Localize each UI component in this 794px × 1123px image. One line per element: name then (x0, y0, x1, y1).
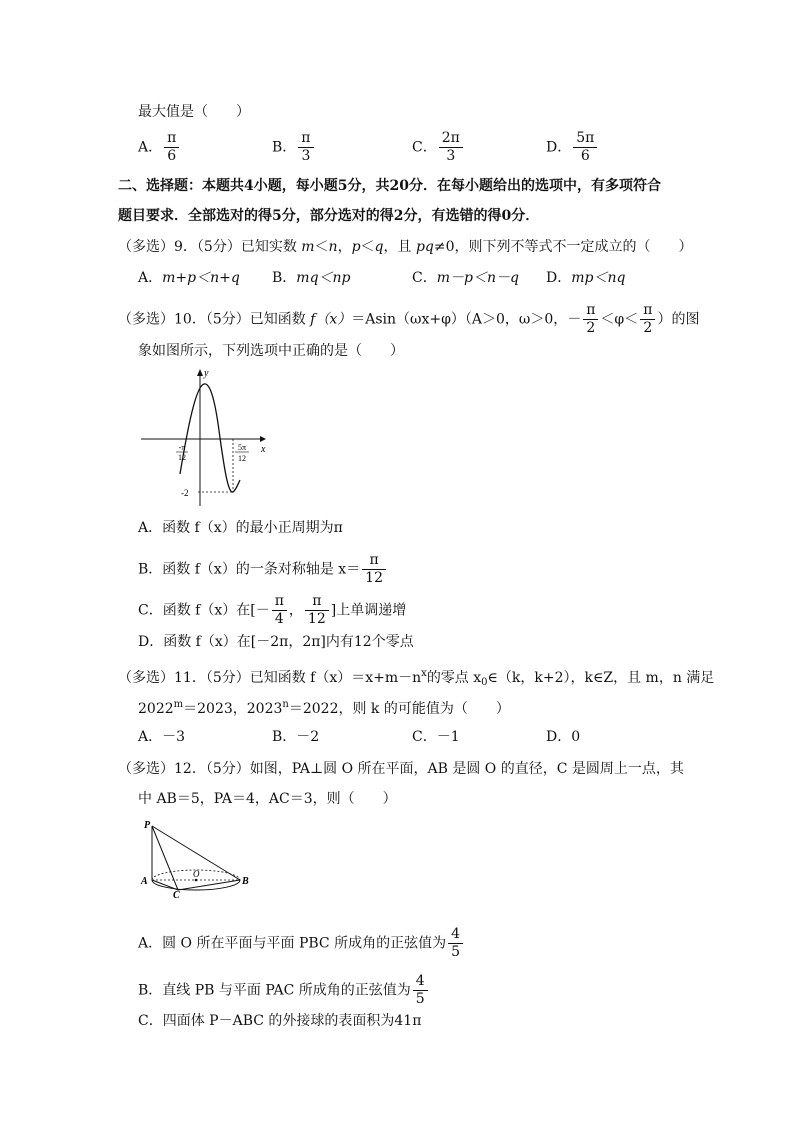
q12-cone-figure (138, 818, 253, 898)
segment-pc (152, 826, 178, 890)
q10-option-d: D．函数 f（x）在[－2π，2π]内有12个零点 (138, 634, 414, 650)
q9-option-c: C．m－p＜n－q (412, 270, 519, 286)
label-c: C (173, 890, 180, 898)
q11-option-b: B．－2 (272, 729, 320, 745)
q10-option-b: B．函数 f（x）的一条对称轴是 x＝ $\frac{\pi}{12}$ (138, 552, 388, 587)
q11-option-a: A．－3 (138, 729, 186, 745)
section2-heading-line1: 二、选择题：本题共4小题，每小题5分，共20分．在每小题给出的选项中，有多项符合 (118, 178, 661, 194)
label-a: A (141, 876, 148, 887)
q8-stem-tail: 最大值是（ ） (138, 104, 250, 120)
q10-stem-line1: （多选）10．（5分）已知函数 f（x）＝Asin（ωx+φ）（A＞0，ω＞0，－ $\frac{\pi}{2}$ ＜φ＜ $\frac{\pi}{2}$ ）的图 (118, 302, 700, 336)
x-axis-arrow (260, 436, 266, 442)
q9-option-a: A．m+p＜n+q (138, 270, 240, 286)
label-b: B (242, 876, 249, 887)
q12-stem-line2: 中 AB＝5，PA＝4，AC＝3，则（ ） (138, 791, 397, 807)
label-p: P (144, 820, 151, 831)
q11-option-c: C．－1 (412, 729, 460, 745)
q9-option-b: B．mq＜np (272, 270, 351, 286)
x-axis-label: x (261, 444, 266, 455)
q12-option-b: B．直线 PB 与平面 PAC 所成角的正弦值为 $\frac{4}{5}$ (138, 973, 430, 1008)
q10-sine-graph (138, 366, 273, 511)
q11-stem-line1: （多选）11．（5分）已知函数 $f(x)=x+m-n^x$的零点 $x_0\in(k$，k+2），k∈Z，且 m，n 满足 (118, 668, 715, 688)
min-value-label: -2 (181, 488, 189, 498)
q8-option-a: A． $\frac{\pi}{6}$ (138, 130, 181, 165)
q8-option-d: D． $\frac{5\pi}{6}$ (546, 130, 599, 165)
center-point-o (195, 879, 198, 882)
q10-option-a: A．函数 f（x）的最小正周期为π (138, 520, 343, 536)
q12-stem-line1: （多选）12．（5分）如图，PA⊥圆 O 所在平面，AB 是圆 O 的直径，C 是圆周上一点，其 (118, 761, 684, 777)
q10-option-c: C．函数 f（x）在[－ $\frac{\pi}{4}$ ， $\frac{\pi}{12}$ ]上单调递增 (138, 593, 407, 627)
q12-option-a: A．圆 O 所在平面与平面 PBC 所成角的正弦值为 $\frac{4}{5}$ (138, 926, 465, 961)
q12-option-c: C．四面体 P－ABC 的外接球的表面积为41π (138, 1013, 422, 1029)
left-zero-num: -π (178, 443, 186, 452)
q9-stem: （多选）9．（5分）已知实数 m＜n，p＜q，且 pq≠0，则下列不等式不一定成立的（ ） (118, 239, 693, 255)
section2-heading-line2: 题目要求．全部选对的得5分，部分选对的得2分，有选错的得0分． (118, 208, 540, 224)
right-zero-num: 5π (237, 443, 247, 452)
segment-cb (178, 880, 240, 890)
right-zero-den: 12 (238, 454, 246, 463)
q10-stem-line2: 象如图所示，下列选项中正确的是（ ） (138, 343, 404, 359)
q8-option-c: C． $\frac{2\pi}{3}$ (412, 130, 465, 165)
q11-stem-line2: $2022^m=2023$，$2023^n=2022$，则 k 的可能值为（ ） (138, 699, 510, 717)
label-o: O (193, 869, 200, 879)
q11-option-d: D．0 (546, 729, 581, 745)
q8-option-b: B． $\frac{\pi}{3}$ (272, 130, 316, 165)
left-zero-den: 12 (178, 453, 186, 462)
y-axis-label: y (204, 368, 209, 379)
sine-curve (180, 384, 240, 492)
y-axis-arrow (197, 369, 203, 376)
q9-option-d: D．mp＜nq (546, 270, 626, 286)
